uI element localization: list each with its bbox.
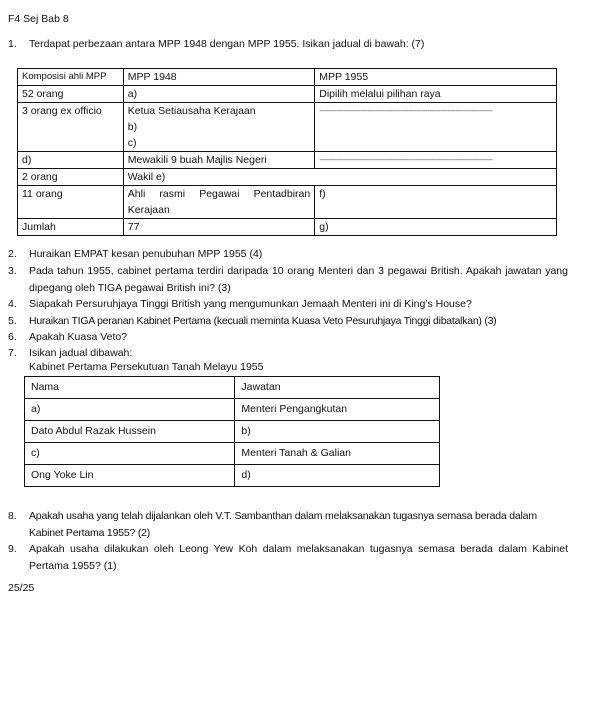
question-text: Apakah Kuasa Veto? [29, 331, 128, 343]
dashed-line: -------------------------------------------------------------------------------- [319, 106, 493, 115]
cell: 3 orang ex officio [18, 103, 124, 152]
question-number: 4. [8, 298, 17, 310]
answer-blank-f[interactable]: f) [315, 186, 557, 219]
cell-dashed [315, 152, 557, 169]
answer-blank-c[interactable]: c) [127, 137, 137, 149]
question-text: Apakah usaha dilakukan oleh Leong Yew Koh dalam melaksanakan tugasnya semasa berada dalam Kabinet Pertama 1955? (1) [29, 543, 568, 572]
question-number: 5. [8, 315, 17, 327]
question-5 [8, 313, 568, 330]
header-komposisi: Komposisi ahli MPP [18, 69, 124, 86]
question-9 [8, 541, 568, 575]
table-row [25, 465, 440, 487]
header-mpp-1948: MPP 1948 [123, 69, 314, 86]
dashed-line: -------------------------------------------------------------------------------- [319, 155, 493, 164]
question-number: 7. [8, 347, 17, 359]
table-row [18, 169, 557, 186]
cell: 11 orang [18, 186, 124, 219]
table-row [18, 186, 557, 219]
cell: 52 orang [18, 86, 124, 103]
cell: Mewakili 9 buah Majlis Negeri [123, 152, 314, 169]
question-number: 3. [8, 265, 17, 277]
cabinet-table [24, 376, 440, 487]
answer-blank-g[interactable]: g) [315, 219, 557, 236]
question-text: Siapakah Persuruhjaya Tinggi British yang mengumunkan Jemaah Menteri ini di King’s House? [29, 298, 472, 310]
document-title: F4 Sej Bab 8 [8, 13, 69, 25]
question-3 [8, 263, 568, 297]
question-text: Isikan jadual dibawah: [29, 347, 133, 359]
table-header-row [18, 69, 557, 86]
question-7 [8, 345, 568, 362]
table-row [18, 86, 557, 103]
page-number: 25/25 [8, 582, 35, 594]
table-row [25, 421, 440, 443]
question-text: Huraikan TIGA peranan Kabinet Pertama (kecuali meminta Kuasa Veto Pesuruhjaya Tinggi dibatalkan) (3) [29, 315, 497, 327]
table-row [18, 152, 557, 169]
question-number: 2. [8, 248, 17, 260]
mpp-comparison-table [17, 68, 557, 236]
question-text: Terdapat perbezaan antara MPP 1948 dengan MPP 1955. Isikan jadual di bawah: (7) [29, 38, 425, 50]
cell: Jumlah [18, 219, 124, 236]
question-text: Huraikan EMPAT kesan penubuhan MPP 1955 (4) [29, 248, 263, 260]
answer-blank-c[interactable]: c) [25, 443, 235, 465]
cell-dashed [315, 103, 557, 152]
cell: Dato Abdul Razak Hussein [25, 421, 235, 443]
question-4 [8, 296, 568, 313]
question-6 [8, 329, 568, 346]
cell: Menteri Tanah & Galian [235, 443, 440, 465]
table-row [25, 399, 440, 421]
answer-blank-b[interactable]: b) [127, 121, 138, 133]
header-nama: Nama [25, 377, 235, 399]
header-jawatan: Jawatan [235, 377, 440, 399]
question-text: Pada tahun 1955, cabinet pertama terdiri daripada 10 orang Menteri dan 3 pegawai British. Apakah jawatan yang dipegang oleh TIGA pegawai British ini? (3) [29, 265, 568, 294]
question-2 [8, 246, 568, 263]
answer-blank-d[interactable]: d) [235, 465, 440, 487]
question-1 [8, 36, 568, 53]
answer-blank-d[interactable]: d) [18, 152, 124, 169]
answer-blank-a[interactable]: a) [25, 399, 235, 421]
answer-blank-e[interactable]: Wakil e) [123, 169, 556, 186]
question-number: 6. [8, 331, 17, 343]
cell: 2 orang [18, 169, 124, 186]
table-row [18, 219, 557, 236]
answer-blank-a[interactable]: a) [123, 86, 314, 103]
cell: Ahli rasmi Pegawai Pentadbiran Kerajaan [123, 186, 314, 219]
question-number: 8. [8, 510, 17, 522]
table-row [25, 443, 440, 465]
cell: 77 [123, 219, 314, 236]
answer-blank-b[interactable]: b) [235, 421, 440, 443]
table-caption: Kabinet Pertama Persekutuan Tanah Melayu 1955 [29, 361, 264, 373]
cell: Ong Yoke Lin [25, 465, 235, 487]
cell: Dipilih melalui pilihan raya [315, 86, 557, 103]
question-8 [8, 508, 568, 542]
question-number: 9. [8, 543, 17, 555]
table-header-row [25, 377, 440, 399]
cell: Menteri Pengangkutan [235, 399, 440, 421]
header-mpp-1955: MPP 1955 [315, 69, 557, 86]
question-text: Apakah usaha yang telah dijalankan oleh V.T. Sambanthan dalam melaksanakan tugasnya semasa berada dalam Kabinet Pertama 1955? (2) [29, 510, 537, 539]
cell-line: Ketua Setiausaha Kerajaan [127, 105, 256, 117]
question-number: 1. [8, 38, 17, 50]
cell-multiline [123, 103, 314, 152]
table-row [18, 103, 557, 152]
